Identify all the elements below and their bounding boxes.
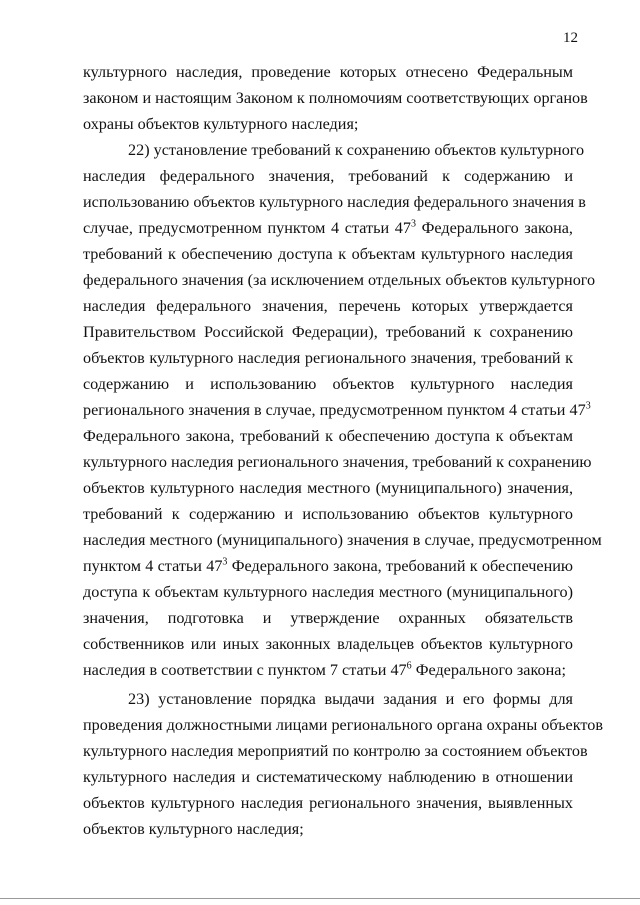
text-line	[83, 767, 573, 787]
text-line	[83, 218, 573, 238]
text-line	[83, 608, 573, 628]
text-line	[83, 741, 588, 761]
text-span: требований к содержанию и использованию объектов культурного	[83, 505, 573, 523]
text-span: культурного наследия мероприятий по контролю за состоянием объектов	[83, 742, 588, 760]
text-line	[83, 426, 573, 446]
text-line	[83, 348, 573, 368]
text-line	[83, 166, 573, 186]
text-span: 23) установление порядка выдачи задания и его формы для	[128, 690, 573, 708]
text-span: Федерального закона,	[415, 219, 573, 237]
text-line	[83, 715, 603, 735]
superscript: 3	[222, 556, 228, 568]
text-span: наследия в соответствии с пунктом 7 статьи 47	[83, 661, 407, 679]
text-line	[128, 140, 585, 160]
superscript: 6	[406, 660, 412, 672]
text-line	[83, 374, 573, 394]
text-span: Федерального закона, требований к обеспечению доступа к объектам	[83, 427, 573, 445]
text-span: культурного наследия и систематическому наблюдению в отношении	[83, 768, 573, 786]
text-line	[83, 400, 591, 420]
text-span: регионального значения в случае, предусмотренном пунктом 4 статьи 47	[83, 401, 586, 419]
text-span: охраны объектов культурного наследия;	[83, 115, 359, 133]
text-line	[83, 192, 586, 212]
text-span: наследия федерального значения, перечень которых утверждается	[83, 297, 573, 315]
text-span: 22) установление требований к сохранению объектов культурного	[128, 141, 585, 159]
text-span: объектов культурного наследия регионального значения, выявленных	[83, 794, 573, 812]
text-line	[83, 62, 573, 82]
text-span: наследия федерального значения, требований к содержанию и	[83, 167, 573, 185]
text-span: значения, подготовка и утверждение охранных обязательств	[83, 609, 573, 627]
text-span: федерального значения (за исключением отдельных объектов культурного	[83, 271, 596, 289]
text-span: Правительством Российской Федерации), требований к сохранению	[83, 323, 573, 341]
text-line	[83, 478, 573, 498]
text-span: содержанию и использованию объектов культурного наследия	[83, 375, 573, 393]
text-span: культурного наследия, проведение которых отнесено Федеральным	[83, 63, 573, 81]
text-span: Федерального закона, требований к обеспечению	[227, 557, 573, 575]
text-line	[83, 88, 588, 108]
text-line	[83, 660, 573, 680]
text-line	[83, 530, 602, 550]
text-line	[83, 322, 573, 342]
text-line	[83, 634, 573, 654]
superscript: 3	[585, 400, 591, 412]
text-span: проведения должностными лицами регионального органа охраны объектов	[83, 716, 603, 734]
text-line	[83, 296, 573, 316]
text-line	[83, 556, 573, 576]
superscript: 3	[410, 218, 416, 230]
text-span: пунктом 4 статьи 47	[83, 557, 223, 575]
text-span: случае, предусмотренном пунктом 4 статьи 47	[83, 219, 411, 237]
text-span: культурного наследия регионального значения, требований к сохранению	[83, 453, 592, 471]
text-span: объектов культурного наследия регионального значения, требований к	[83, 349, 573, 367]
scan-edge-line	[0, 898, 640, 899]
text-line	[83, 114, 573, 134]
text-span: объектов культурного наследия;	[83, 820, 304, 838]
text-line	[83, 793, 573, 813]
text-line	[83, 582, 573, 602]
text-line	[128, 689, 573, 709]
text-span: требований к обеспечению доступа к объектам культурного наследия	[83, 245, 573, 263]
text-span: использованию объектов культурного наследия федерального значения в	[83, 193, 586, 211]
text-line	[83, 270, 596, 290]
text-span: Федерального закона;	[411, 661, 566, 679]
text-span: объектов культурного наследия местного (муниципального) значения,	[83, 479, 573, 497]
text-line	[83, 244, 573, 264]
text-span: доступа к объектам культурного наследия местного (муниципального)	[83, 583, 573, 601]
text-line	[83, 504, 573, 524]
text-span: собственников или иных законных владельцев объектов культурного	[83, 635, 573, 653]
text-line	[83, 452, 592, 472]
page-number: 12	[563, 30, 578, 46]
text-span: законом и настоящим Законом к полномочиям соответствующих органов	[83, 89, 588, 107]
text-line	[83, 819, 573, 839]
text-span: наследия местного (муниципального) значения в случае, предусмотренном	[83, 531, 602, 549]
